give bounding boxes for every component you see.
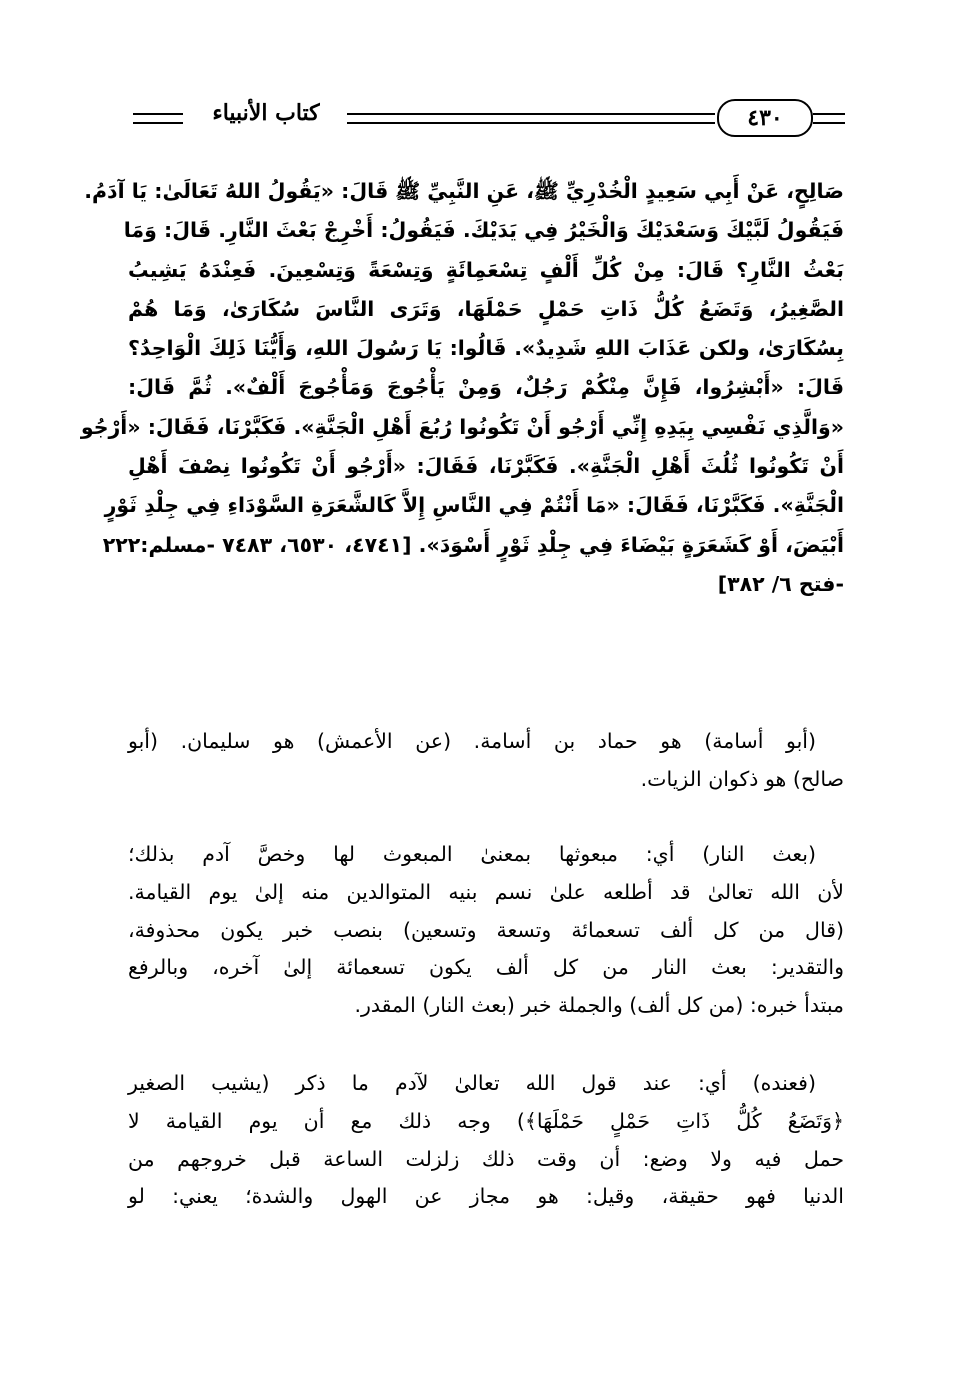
running-header — [125, 96, 845, 144]
hadith-line: قَالَ: «أَبْشِرُوا، فَإِنَّ مِنْكُمْ رَجُلٌ، وَمِنْ يَأْجُوجَ وَمَأْجُوجَ أَلْفٌ». ثُمَّ قَالَ: — [128, 375, 844, 400]
hadith-line: أَنْ تَكُونُوا ثُلُثَ أَهْلِ الْجَنَّةِ». فَكَبَّرْنَا، فَقَالَ: «أَرْجُو أَنْ تَكُونُوا نِصْفَ أَهْلِ — [128, 454, 844, 479]
commentary-line: الدنيا فهو حقيقة، وقيل: هو مجاز عن الهول والشدة؛ يعني: لو — [128, 1184, 844, 1209]
hadith-reference: -فتح ٦/ ٣٨٢] — [717, 571, 844, 596]
commentary-line: لأن الله تعالىٰ قد أطلعه علىٰ نسم بنيه المتوالدين منه إلىٰ يوم القيامة. — [128, 879, 844, 904]
commentary-line: (بعث النار) أي: مبعوثها بمعنىٰ المبعوث لها وخصَّ آدم بذلك؛ — [128, 842, 816, 866]
hadith-line: أَبْيَضَ، أَوْ كَشَعَرَةٍ بَيْضَاءَ فِي جِلْدِ ثَوْرٍ أَسْوَدَ». [٤٧٤١، ٦٥٣٠، ٧٤٨٣ -مسلم:٢٢٢ — [102, 532, 844, 557]
commentary-line: صالح) هو ذكوان الزيات. — [640, 766, 844, 791]
hadith-line: «وَالَّذِي نَفْسِي بِيَدِهِ إِنِّي أَرْجُو أَنْ تَكُونُوا رُبُعَ أَهْلِ الْجَنَّةِ». فَكَبَّرْنَا، فَقَالَ: «أَرْجُو — [80, 414, 844, 439]
commentary-line: (أبو أسامة) هو حماد بن أسامة. (عن الأعمش) هو سليمان. (أبو — [128, 729, 816, 753]
hadith-line: صَالِحٍ، عَنْ أَبِي سَعِيدٍ الْخُدْرِيِّ ﷺ، عَنِ النَّبِيِّ ﷺ قَالَ: «يَقُولُ اللهُ تَعَالَىٰ: يَا آدَمُ. — [84, 179, 844, 203]
commentary-line: ﴿وَتَضَعُ كُلُّ ذَاتِ حَمْلٍ حَمْلَهَا﴾) وجه ذلك مع أن يوم القيامة لا — [128, 1108, 844, 1133]
hadith-line: بَعْثُ النَّارِ؟ قَالَ: مِنْ كُلِّ أَلْفٍ تِسْعَمِائَةٍ وَتِسْعَةً وَتِسْعِينَ. فَعِنْدَهُ يَشِيبُ — [128, 257, 844, 282]
commentary-line: (فعنده) أي: عند قول الله تعالىٰ لآدم ما ذكر (يشيب الصغير — [128, 1071, 816, 1095]
page-number: ٤٣٠ — [717, 99, 813, 137]
commentary-line: والتقدير: بعث النار من كل ألف يكون تسعمائة إلىٰ آخره، وبالرفع — [128, 955, 844, 980]
hadith-text — [80, 172, 844, 604]
commentary-line: مبتدأ خبره: (من كل ألف) والجملة خبر (بعث النار) المقدر. — [354, 993, 844, 1018]
header-rule-right — [813, 113, 845, 124]
header-rule-left — [133, 113, 183, 124]
hadith-line: الصَّغِيرُ، وَتَضَعُ كُلُّ ذَاتِ حَمْلٍ حَمْلَهَا، وَتَرَى النَّاسَ سُكَارَىٰ، وَمَا هُمْ — [128, 296, 844, 321]
commentary-paragraph-1 — [128, 723, 844, 799]
hadith-line: بِسُكَارَىٰ، ولكن عَذَابَ اللهِ شَدِيدٌ». قَالُوا: يَا رَسُولَ اللهِ، وَأَيُّنَا ذَلِكَ الْوَاحِدُ؟ — [128, 336, 844, 361]
commentary-paragraph-3 — [128, 1065, 844, 1216]
commentary-paragraph-2 — [128, 836, 844, 1025]
hadith-line: الْجَنَّةِ». فَكَبَّرْنَا، فَقَالَ: «مَا أَنْتُمْ فِي النَّاسِ إِلاَّ كَالشَّعَرَةِ السَّوْدَاءِ فِي جِلْدِ ثَوْرٍ — [104, 493, 844, 518]
hadith-line: فَيَقُولُ لَبَّيْكَ وَسَعْدَيْكَ وَالْخَيْرُ فِي يَدَيْكَ. فَيَقُولُ: أَخْرِجْ بَعْثَ النَّارِ. قَالَ: وَمَا — [123, 218, 844, 243]
commentary-line: (قال من كل ألف تسعمائة وتسعة وتسعين) بنصب خبر يكون محذوفة، — [128, 917, 844, 942]
commentary-line: حمل فيه ولا وضع: أن وقت ذلك زلزلت الساعة قبل خروجهم من — [128, 1146, 844, 1171]
header-rule-middle — [347, 113, 715, 124]
book-title: كتاب الأنبياء — [212, 100, 320, 126]
